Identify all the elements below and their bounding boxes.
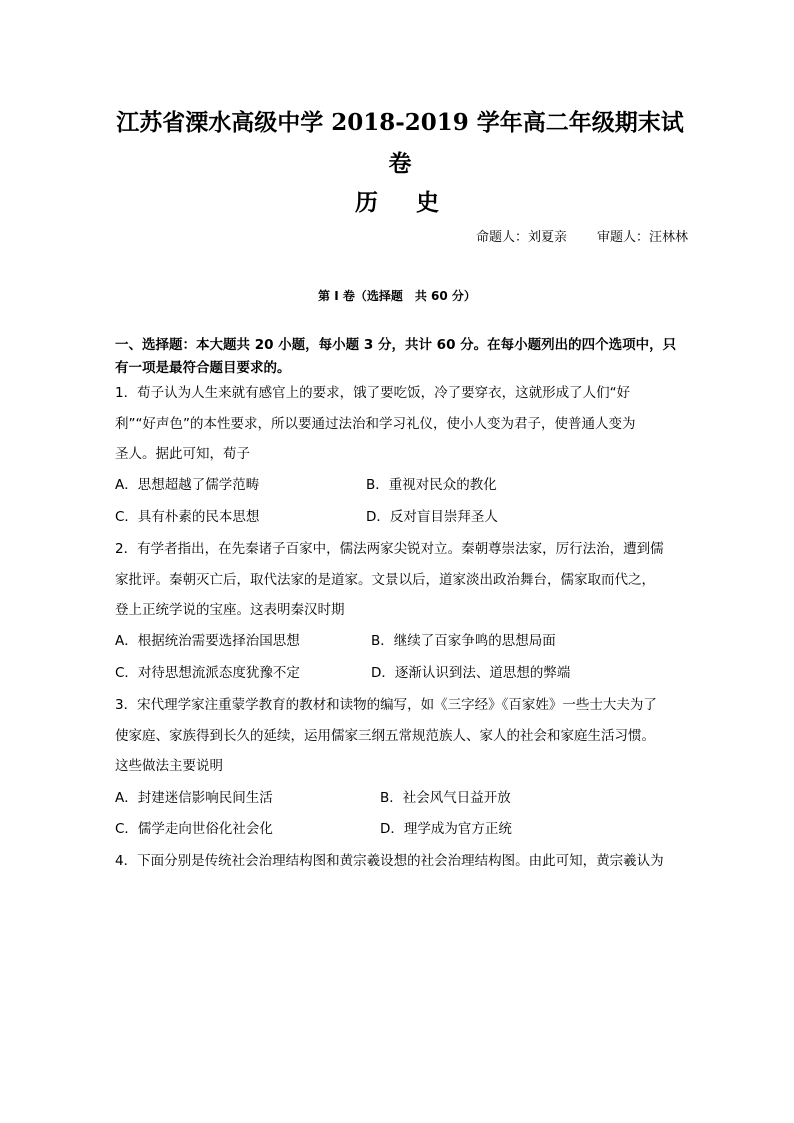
authors-line (476, 226, 688, 245)
section-intro-line-1: 一、选择题：本大题共 20 小题，每小题 3 分，共计 60 分。在每小题列出的四个选项中，只 (115, 337, 677, 353)
question-3-line-1: 3．宋代理学家注重蒙学教育的教材和读物的编写，如《三字经》《百家姓》一些士大夫为了 (115, 697, 657, 713)
question-2-line-2: 家批评。秦朝灭亡后，取代法家的是道家。文景以后，道家淡出政治舞台，儒家取而代之， (115, 572, 655, 588)
reviewer: 审题人：汪林林 (596, 230, 688, 245)
question-2-line-3: 登上正统学说的宝座。这表明秦汉时期 (115, 602, 345, 618)
subject-char-2: 史 (416, 189, 439, 216)
question-1-line-3: 圣人。据此可知，荀子 (115, 446, 250, 462)
question-2-option-b: B．继续了百家争鸣的思想局面 (371, 633, 556, 649)
section-heading: 第 I 卷（选择题 共 60 分） (318, 289, 476, 303)
question-3-option-a: A．封建迷信影响民间生活 (115, 790, 273, 806)
question-3-option-c: C．儒学走向世俗化社会化 (115, 821, 273, 837)
question-4-line-1: 4．下面分别是传统社会治理结构图和黄宗羲设想的社会治理结构图。由此可知，黄宗羲认为 (115, 853, 664, 869)
question-3-option-d: D．理学成为官方正统 (380, 821, 512, 837)
question-3-option-b: B．社会风气日益开放 (380, 790, 511, 806)
question-1-option-c: C．具有朴素的民本思想 (115, 509, 260, 525)
exam-title-line-1: 江苏省溧水高级中学 2018-2019 学年高二年级期末试 (116, 109, 684, 136)
question-2-option-d: D．逐渐认识到法、道思想的弊端 (371, 665, 571, 681)
question-2-option-a: A．根据统治需要选择治国思想 (115, 633, 300, 649)
setter: 命题人：刘夏亲 (475, 230, 567, 245)
question-1-line-1: 1．荀子认为人生来就有感官上的要求，饿了要吃饭，冷了要穿衣，这就形成了人们“好 (115, 385, 631, 401)
question-2-line-1: 2．有学者指出，在先秦诸子百家中，儒法两家尖锐对立。秦朝尊崇法家，厉行法治，遭到儒 (115, 541, 664, 557)
question-1-option-b: B．重视对民众的教化 (366, 477, 497, 493)
section-intro-line-2: 有一项是最符合题目要求的。 (115, 360, 291, 376)
question-1-line-2: 利”“好声色”的本性要求，所以要通过法治和学习礼仪，使小人变为君子，使普通人变为 (115, 416, 636, 432)
question-3-line-3: 这些做法主要说明 (115, 758, 223, 774)
question-1-option-a: A．思想超越了儒学范畴 (115, 477, 260, 493)
question-3-line-2: 使家庭、家族得到长久的延续，运用儒家三纲五常规范族人、家人的社会和家庭生活习惯。 (115, 728, 655, 744)
question-1-option-d: D．反对盲目崇拜圣人 (366, 509, 498, 525)
exam-title-line-2: 卷 (388, 150, 412, 177)
subject-title (0, 184, 794, 217)
subject-char-1: 历 (355, 189, 378, 216)
question-2-option-c: C．对待思想流派态度犹豫不定 (115, 665, 300, 681)
